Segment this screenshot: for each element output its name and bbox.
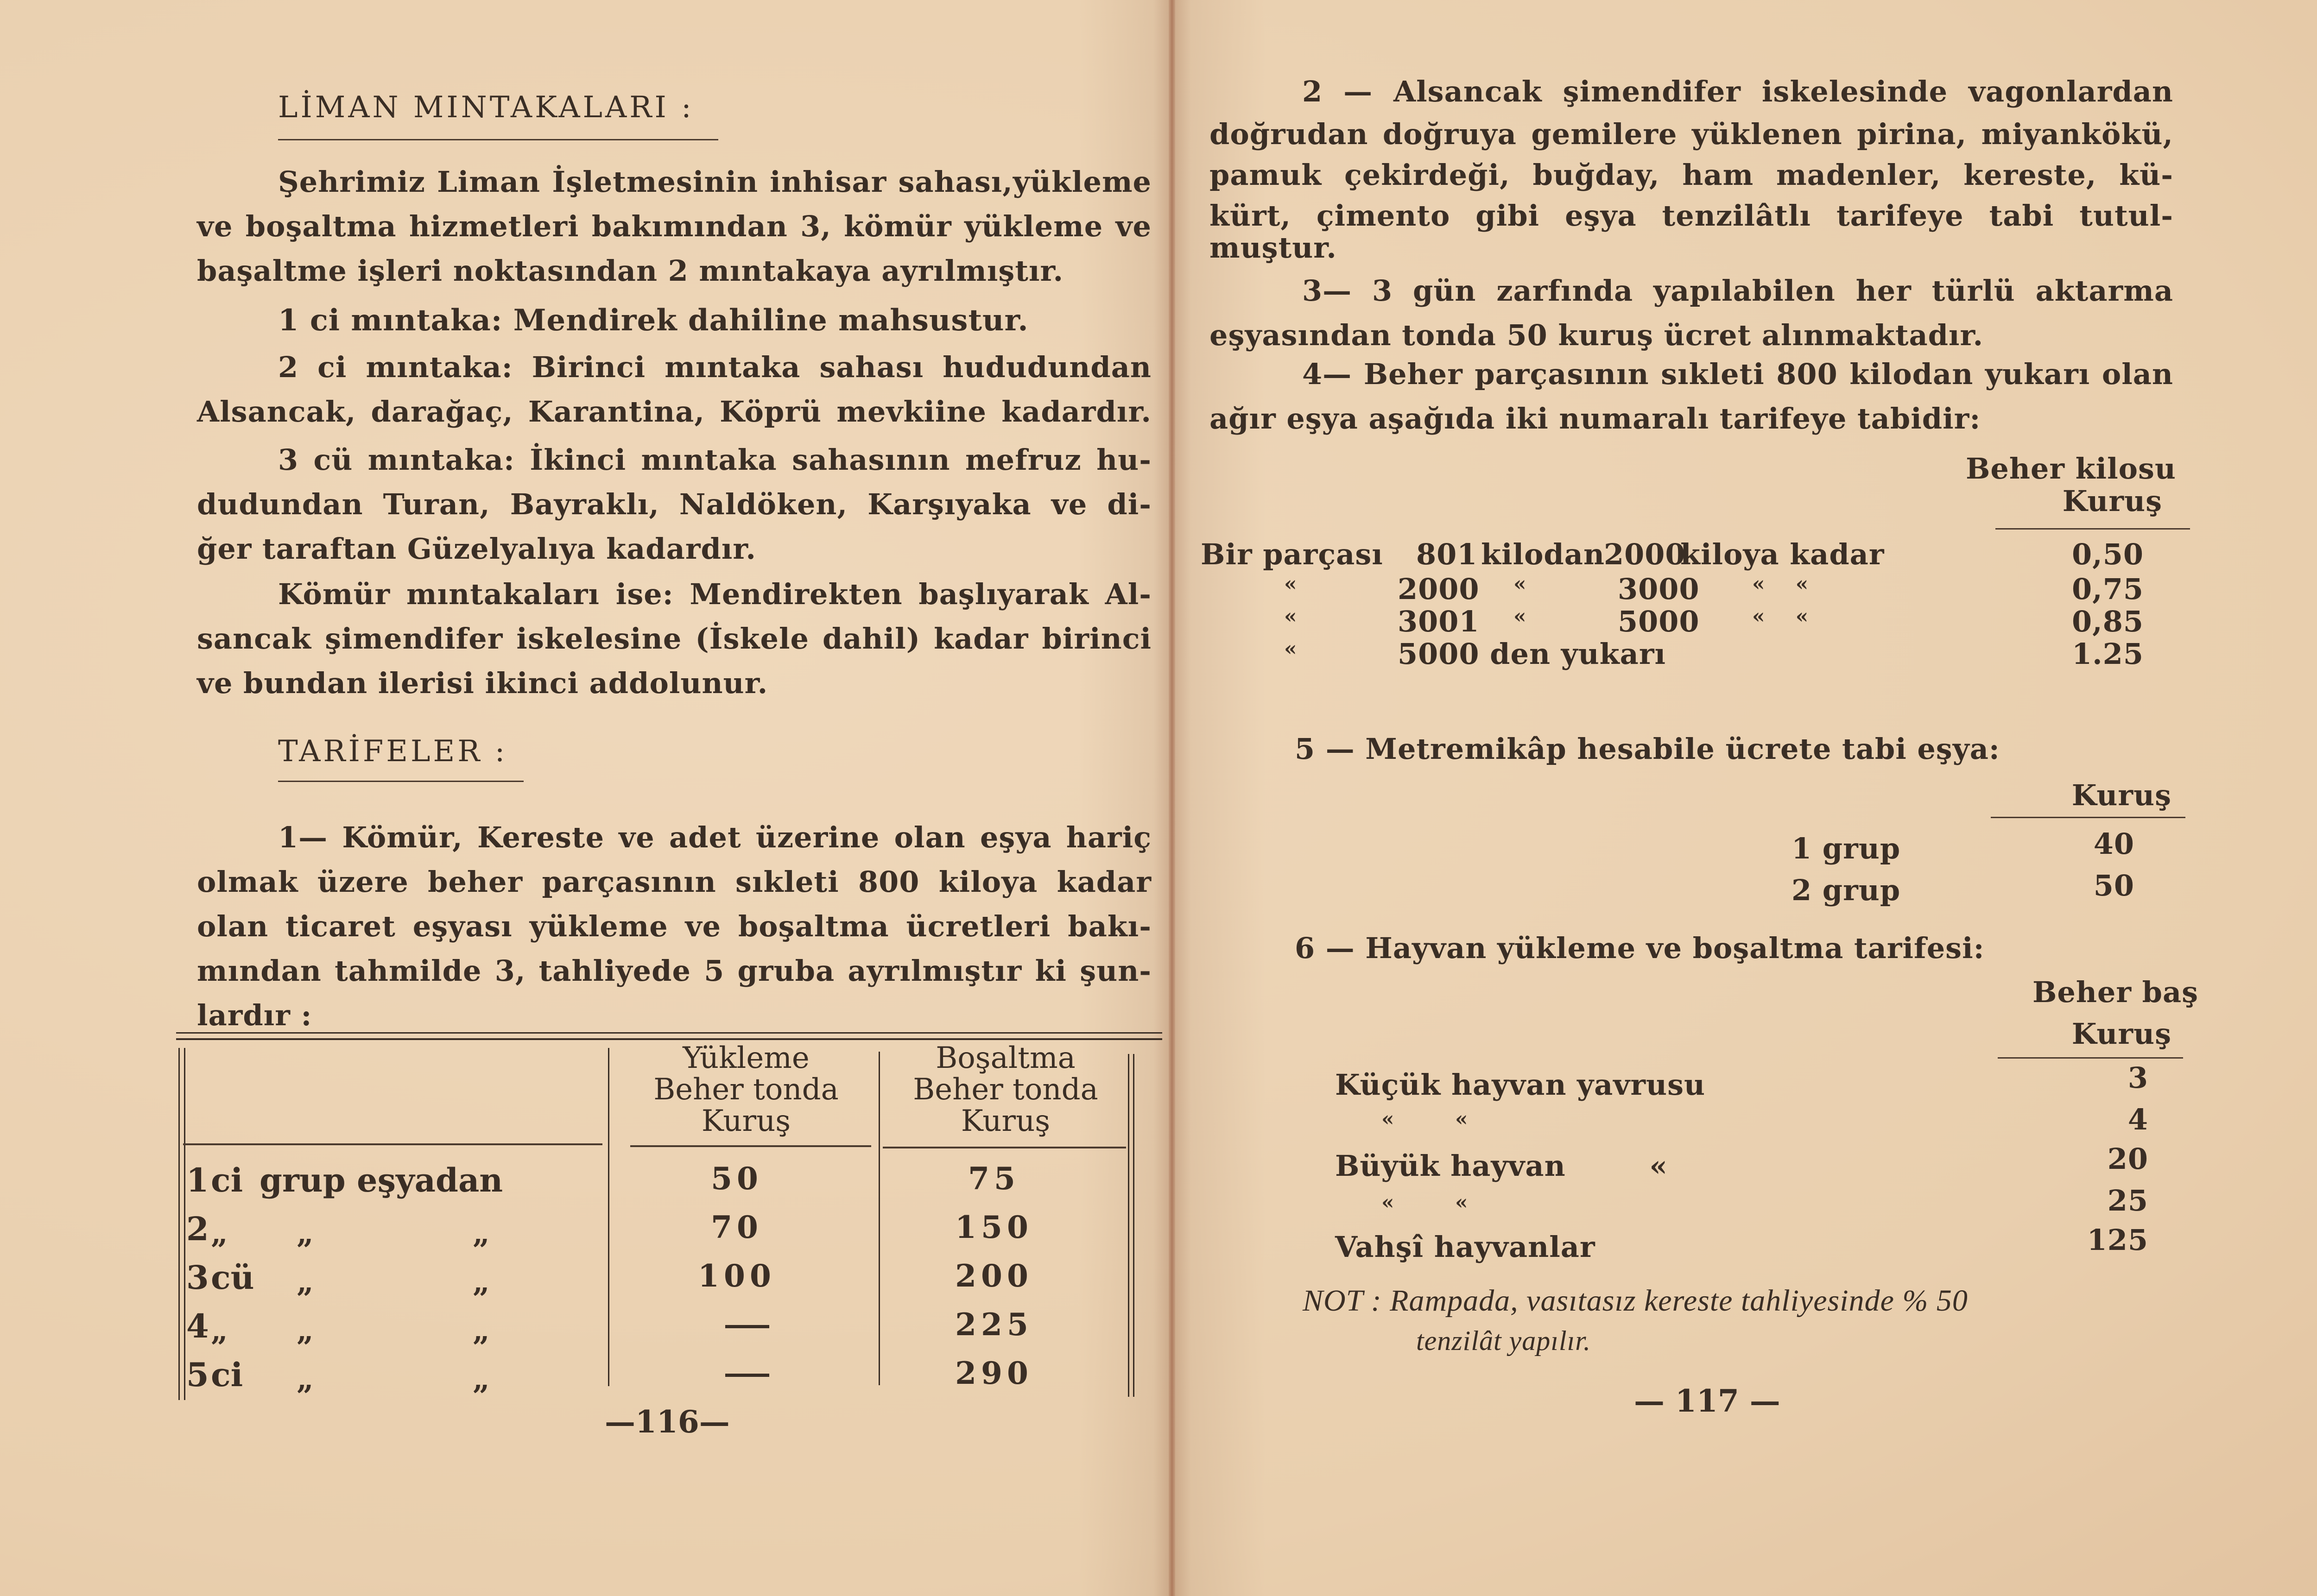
price: 0,75: [2071, 572, 2144, 606]
zone-1-line: 1 ci mıntaka: Mendirek dahiline mahsustur.: [278, 303, 1029, 338]
text-line: muştur.: [1209, 231, 1337, 265]
header-kurus: Kuruş: [2071, 778, 2171, 812]
price: 20: [2107, 1142, 2148, 1176]
header-per-kilo: Beher kilosu: [1965, 452, 2176, 486]
tariff-2-paragraph: [1209, 69, 2173, 265]
price: 0,50: [2071, 537, 2144, 571]
text-line: ve bundan ilerisi ikinci addolunur.: [197, 666, 768, 700]
text-line: Şehrimiz Liman İşletmesinin inhisar sahası,yükleme: [278, 165, 1152, 199]
from-weight: 3001: [1398, 605, 1480, 638]
table-border: [184, 1048, 185, 1400]
to-word: « «: [1752, 605, 1809, 628]
price: 4: [2127, 1103, 2148, 1136]
header-kurus: Kuruş: [2071, 1017, 2171, 1051]
price: 40: [2093, 827, 2134, 861]
header-per-head: Beher baş: [2032, 975, 2199, 1009]
header-line: Kuruş: [701, 1104, 791, 1138]
row-lead: «: [1284, 637, 1298, 661]
header-rule: [1995, 528, 2190, 530]
page-number-right: — 117 —: [1634, 1383, 1780, 1419]
group-label: grup eşyadan: [260, 1161, 503, 1199]
tariff-1-paragraph: [197, 815, 1152, 1038]
from-word: kilodan: [1481, 537, 1605, 571]
to-weight: 5000: [1618, 605, 1700, 638]
unloading-rate: 150: [955, 1209, 1033, 1245]
zone-3-paragraph: [197, 438, 1152, 571]
to-word: « «: [1752, 572, 1809, 596]
tariff-4-paragraph: [1209, 352, 2173, 441]
text-line: 1— Kömür, Kereste ve adet üzerine olan eşya hariç: [278, 820, 1152, 854]
group-number: 2: [186, 1210, 209, 1248]
table-border: [178, 1048, 180, 1400]
text-line: 3 cü mıntaka: İkinci mıntaka sahasının mefruz hu-: [278, 443, 1152, 477]
text-line: 4— Beher parçasının sıkleti 800 kilodan yukarı olan: [1302, 357, 2173, 391]
text-line: 3— 3 gün zarfında yapılabilen her türlü aktarma: [1302, 274, 2173, 308]
text-line: sancak şimendifer iskelesine (İskele dahil) kadar birinci: [197, 622, 1152, 656]
column-header-loading: [621, 1042, 871, 1137]
table-top-rule: [176, 1032, 1162, 1034]
loading-rate: 70: [711, 1209, 763, 1245]
to-word: kiloya kadar: [1680, 537, 1885, 571]
ditto-mark: „: [297, 1265, 314, 1300]
to-weight: 3000: [1618, 572, 1700, 606]
column-divider: [608, 1048, 609, 1386]
row-lead: «: [1284, 572, 1298, 596]
price: 1.25: [2071, 637, 2144, 671]
from-word: «: [1513, 605, 1527, 628]
header-line: Boşaltma: [936, 1041, 1076, 1075]
animal-label: Küçük hayvan yavrusu: [1335, 1068, 1706, 1102]
text-line: olmak üzere beher parçasının sıkleti 800 kiloya kadar: [197, 865, 1152, 899]
text-line: eşyasından tonda 50 kuruş ücret alınmaktadır.: [1209, 318, 1984, 352]
header-rule: [883, 1147, 1126, 1148]
empty-cell-dash: [725, 1374, 769, 1377]
text-line: kürt, çimento gibi eşya tenzilâtlı tarifeye tabi tutul-: [1209, 199, 2173, 233]
group-suffix: ci: [211, 1161, 243, 1199]
page-number-left: —116—: [605, 1404, 730, 1440]
title-underline: [278, 139, 718, 140]
row-lead: «: [1284, 605, 1298, 628]
from-word: «: [1513, 572, 1527, 596]
text-line: ğer taraftan Güzelyalıya kadardır.: [197, 532, 756, 566]
section-title-tarifeler: TARİFELER :: [278, 734, 508, 769]
column-header-unloading: [885, 1042, 1126, 1137]
text-line: Kömür mıntakaları ise: Mendirekten başlıyarak Al-: [278, 577, 1152, 611]
ditto-mark: „: [473, 1362, 490, 1397]
title-underline: [278, 781, 524, 782]
header-line: Kuruş: [961, 1104, 1051, 1138]
to-weight: 2000: [1604, 537, 1686, 571]
ditto-mark: „: [297, 1216, 314, 1251]
from-weight: 801: [1416, 537, 1478, 571]
ditto-mark: „: [473, 1265, 490, 1300]
price: 0,85: [2071, 605, 2144, 638]
loading-rate: 50: [711, 1161, 763, 1197]
price: 50: [2093, 869, 2134, 902]
text-line: pamuk çekirdeği, buğday, ham madenler, kereste, kü-: [1209, 158, 2173, 192]
column-divider: [879, 1052, 880, 1385]
right-page: [1175, 0, 2317, 1596]
intro-paragraph: [197, 160, 1152, 293]
text-line: ve boşaltma hizmetleri bakımından 3, kömür yükleme ve: [197, 209, 1152, 243]
header-line: Yükleme: [683, 1041, 810, 1075]
unloading-rate: 200: [955, 1258, 1033, 1294]
text-line: olan ticaret eşyası yükleme ve boşaltma ücretleri bakı-: [197, 909, 1152, 943]
header-rule: [1991, 817, 2185, 818]
group-suffix: cü: [211, 1258, 254, 1297]
header-rule: [1998, 1057, 2183, 1059]
price: 3: [2127, 1061, 2148, 1095]
animal-label: Büyük hayvan «: [1335, 1149, 1668, 1183]
text-line: doğrudan doğruya gemilere yüklenen pirina, miyankökü,: [1209, 117, 2173, 151]
ditto-mark: „: [297, 1313, 314, 1348]
ditto-mark: „: [211, 1313, 228, 1348]
group-number: 5: [186, 1356, 209, 1394]
group-number: 1: [186, 1161, 209, 1199]
table-top-rule: [176, 1038, 1162, 1040]
from-weight: 5000 den yukarı: [1398, 637, 1666, 671]
group-label: 1 grup: [1792, 832, 1901, 865]
group-suffix: ci: [211, 1356, 243, 1394]
price: 25: [2107, 1184, 2148, 1218]
group-number: 4: [186, 1307, 209, 1345]
group-label: 2 grup: [1792, 873, 1901, 907]
tariff-6-title: 6 — Hayvan yükleme ve boşaltma tarifesi:: [1295, 931, 1985, 965]
tariff-3-paragraph: [1209, 269, 2173, 358]
ditto-mark: „: [473, 1216, 490, 1251]
loading-rate: 100: [698, 1258, 776, 1294]
animal-label: « «: [1381, 1191, 1469, 1214]
unloading-rate: 75: [968, 1161, 1020, 1197]
header-line: Beher tonda: [913, 1072, 1098, 1107]
animal-label: Vahşî hayvanlar: [1335, 1230, 1595, 1264]
header-line: Beher tonda: [653, 1072, 839, 1107]
text-line: 2 — Alsancak şimendifer iskelesinde vagonlardan: [1302, 75, 2173, 108]
zone-2-paragraph: [197, 345, 1152, 434]
text-line: mından tahmilde 3, tahliyede 5 gruba ayrılmıştır ki şun-: [197, 954, 1152, 988]
table-border: [1128, 1054, 1129, 1397]
ditto-mark: „: [473, 1313, 490, 1348]
section-title-liman: LİMAN MINTAKALARI :: [278, 90, 694, 125]
empty-cell-dash: [725, 1325, 769, 1328]
table-border: [1133, 1054, 1134, 1397]
ditto-mark: „: [297, 1362, 314, 1397]
text-line: lardır :: [197, 998, 312, 1032]
tariff-5-title: 5 — Metremikâp hesabile ücrete tabi eşya:: [1295, 732, 2000, 766]
text-line: dudundan Turan, Bayraklı, Naldöken, Karşıyaka ve di-: [197, 487, 1152, 521]
header-rule: [630, 1145, 871, 1147]
text-line: Alsancak, darağaç, Karantina, Köprü mevkiine kadardır.: [197, 395, 1152, 429]
text-line: başaltme işleri noktasından 2 mıntakaya ayrılmıştır.: [197, 254, 1064, 288]
text-line: 2 ci mıntaka: Birinci mıntaka sahası hududundan: [278, 350, 1152, 384]
header-kurus: Kuruş: [2062, 484, 2162, 518]
ditto-mark: „: [211, 1216, 228, 1251]
book-gutter: [1169, 0, 1175, 1596]
group-number: 3: [186, 1258, 209, 1297]
price: 125: [2087, 1223, 2148, 1257]
row-lead: Bir parçası: [1201, 537, 1383, 571]
note-line-1: NOT : Rampada, vasıtasız kereste tahliyesinde % 50: [1303, 1284, 1968, 1318]
header-rule: [183, 1143, 602, 1145]
animal-label: « «: [1381, 1107, 1469, 1131]
note-line-2: tenzilât yapılır.: [1416, 1325, 1591, 1356]
coal-zones-paragraph: [197, 572, 1152, 706]
from-weight: 2000: [1398, 572, 1480, 606]
text-line: ağır eşya aşağıda iki numaralı tarifeye tabidir:: [1209, 402, 1981, 435]
unloading-rate: 225: [955, 1306, 1033, 1343]
unloading-rate: 290: [955, 1355, 1033, 1391]
